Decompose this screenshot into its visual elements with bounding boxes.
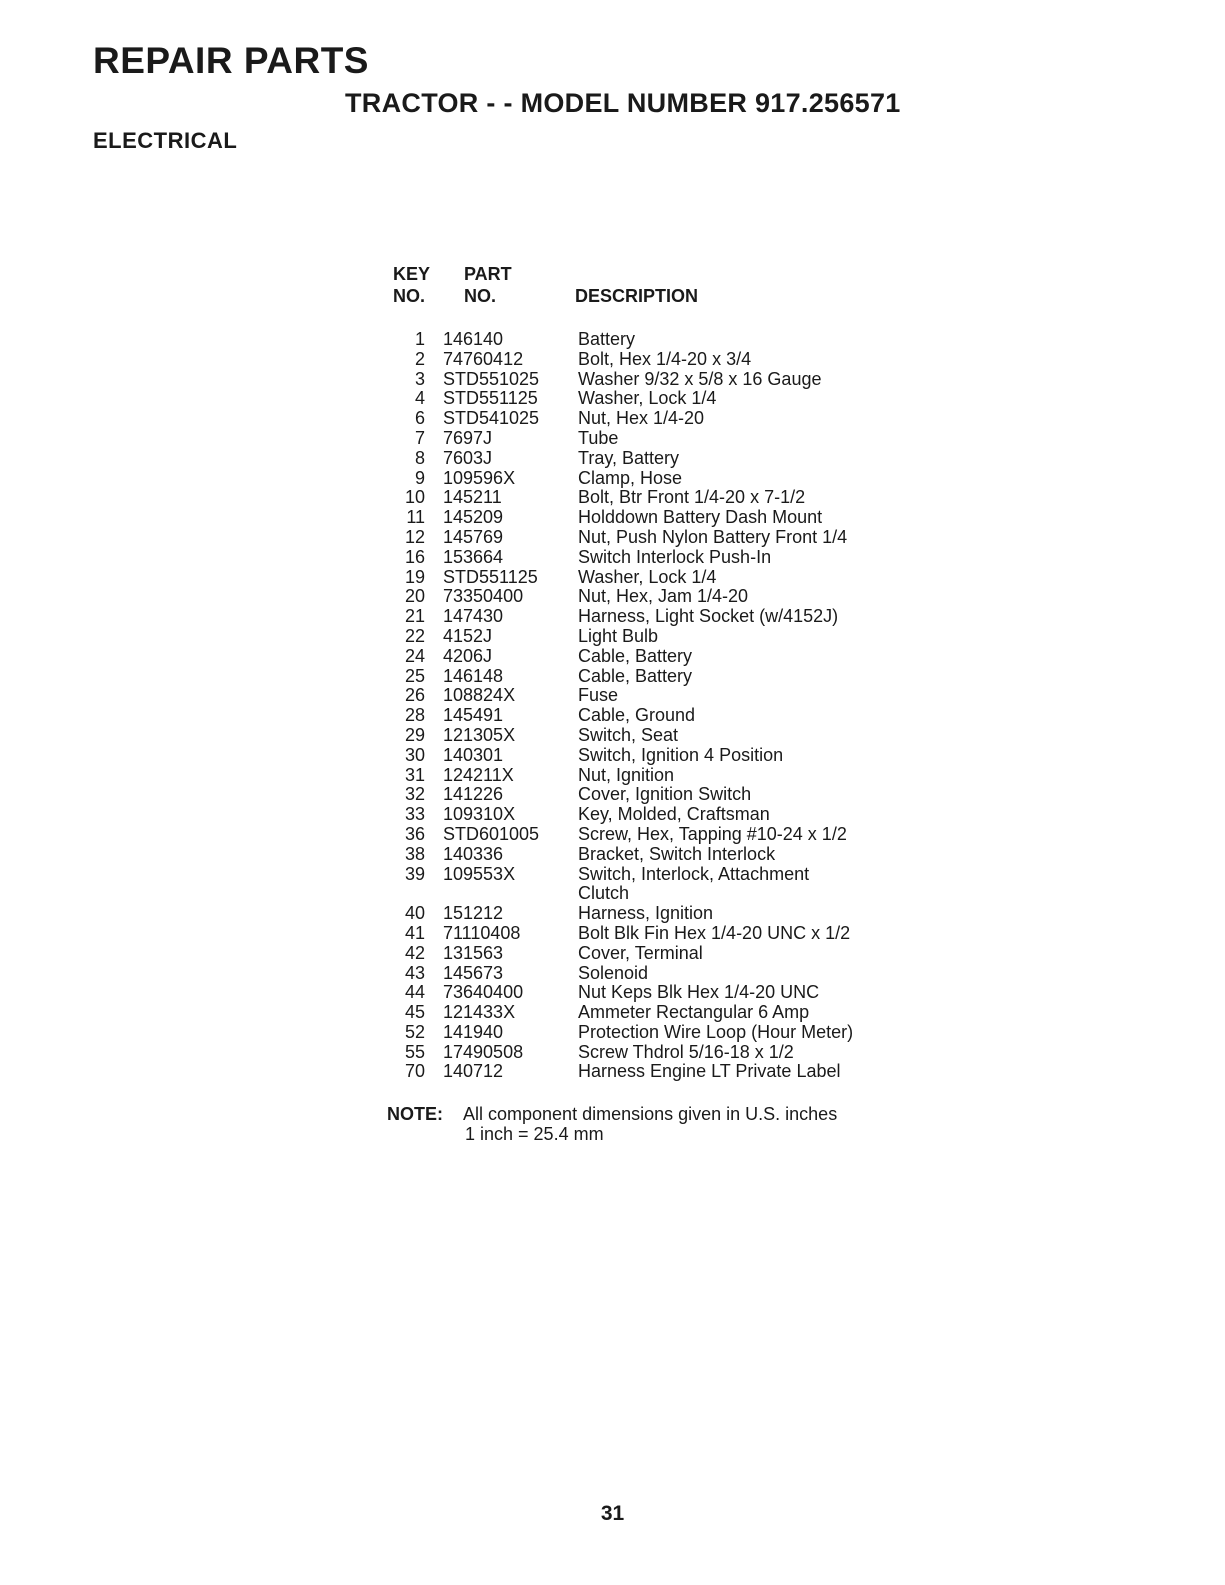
- parts-row: [393, 904, 853, 924]
- parts-row: [393, 983, 853, 1003]
- description-cell: Nut, Ignition: [578, 764, 675, 785]
- key-no-cell: 6: [414, 408, 425, 429]
- part-no-cell: 121305X: [443, 724, 516, 745]
- parts-row: [393, 1043, 853, 1063]
- parts-row: [393, 568, 853, 588]
- description-cell: Holddown Battery Dash Mount: [578, 507, 823, 528]
- description-cell: Switch, Interlock, Attachment: [578, 863, 810, 884]
- note-label: NOTE:: [387, 1104, 443, 1124]
- description-cell: Solenoid: [578, 962, 649, 983]
- description-cell: Harness, Light Socket (w/4152J): [578, 606, 839, 627]
- key-no-cell: 44: [404, 982, 425, 1003]
- part-no-cell: 146148: [443, 665, 504, 686]
- parts-row: [393, 706, 853, 726]
- key-no-cell: 7: [414, 427, 425, 448]
- description-cell: Screw, Hex, Tapping #10-24 x 1/2: [578, 823, 847, 844]
- description-cell: Bracket, Switch Interlock: [578, 843, 776, 864]
- description-cell: Ammeter Rectangular 6 Amp: [578, 1002, 810, 1023]
- parts-row: [393, 964, 853, 984]
- parts-row: [393, 469, 853, 489]
- description-cell: Harness, Ignition: [578, 903, 714, 924]
- part-no-cell: 140301: [443, 744, 504, 765]
- description-cell: Cover, Ignition Switch: [578, 784, 752, 805]
- description-cell: Clutch: [578, 883, 630, 904]
- key-header-line1: KEY: [393, 264, 431, 284]
- key-no-cell: 31: [404, 764, 425, 785]
- key-no-cell: 55: [404, 1041, 425, 1062]
- dimension-note: [387, 1104, 837, 1144]
- key-no-cell: 26: [404, 685, 425, 706]
- key-no-cell: 25: [404, 665, 425, 686]
- part-no-cell: 151212: [443, 903, 504, 924]
- key-no-cell: 24: [404, 645, 425, 666]
- key-no-cell: [393, 884, 425, 904]
- key-no-cell: 8: [414, 447, 425, 468]
- parts-row: [393, 805, 853, 825]
- description-cell: Washer 9/32 x 5/8 x 16 Gauge: [578, 368, 822, 389]
- key-no-cell: 11: [406, 507, 425, 528]
- key-no-cell: 38: [404, 843, 425, 864]
- parts-row: [393, 647, 853, 667]
- part-no-cell: 147430: [443, 606, 504, 627]
- part-no-cell: STD601005: [443, 823, 540, 844]
- description-cell: Harness Engine LT Private Label: [578, 1061, 841, 1082]
- description-cell: Nut, Hex, Jam 1/4-20: [578, 586, 749, 607]
- description-cell: Nut Keps Blk Hex 1/4-20 UNC: [578, 982, 820, 1003]
- part-no-cell: 4152J: [443, 625, 493, 646]
- description-cell: Bolt Blk Fin Hex 1/4-20 UNC x 1/2: [578, 922, 851, 943]
- parts-row: [393, 409, 853, 429]
- key-no-cell: 29: [404, 724, 425, 745]
- description-cell: Nut, Push Nylon Battery Front 1/4: [578, 526, 848, 547]
- description-cell: Cable, Ground: [578, 705, 696, 726]
- parts-list-body: [393, 330, 853, 1082]
- description-cell: Bolt, Hex 1/4-20 x 3/4: [578, 348, 752, 369]
- part-no-cell: 109596X: [443, 467, 516, 488]
- parts-row: [393, 825, 853, 845]
- parts-row: [393, 528, 853, 548]
- key-no-cell: 2: [414, 348, 425, 369]
- description-cell: Washer, Lock 1/4: [578, 566, 717, 587]
- part-no-cell: STD551025: [443, 368, 540, 389]
- key-no-cell: 45: [404, 1002, 425, 1023]
- key-no-cell: 70: [404, 1061, 425, 1082]
- part-no-cell: 73350400: [443, 586, 524, 607]
- description-cell: Cable, Battery: [578, 645, 693, 666]
- description-cell: Washer, Lock 1/4: [578, 388, 717, 409]
- key-no-cell: 30: [404, 744, 425, 765]
- key-no-cell: 3: [414, 368, 425, 389]
- parts-row: [393, 429, 853, 449]
- page-number: 31: [600, 1502, 625, 1525]
- section-heading: ELECTRICAL: [93, 128, 238, 153]
- part-no-cell: 145211: [443, 487, 502, 508]
- part-no-cell: 109310X: [443, 804, 516, 825]
- parts-row: [393, 330, 853, 350]
- key-header-line2: NO.: [393, 286, 426, 306]
- description-cell: Screw Thdrol 5/16-18 x 1/2: [578, 1041, 794, 1062]
- key-no-cell: 10: [404, 487, 425, 508]
- parts-row: [393, 488, 853, 508]
- key-no-cell: 42: [404, 942, 425, 963]
- part-no-cell: STD551125: [443, 388, 538, 409]
- part-no-cell: 153664: [443, 546, 504, 567]
- parts-row: [393, 766, 853, 786]
- part-no-cell: 7603J: [443, 447, 493, 468]
- key-no-cell: 36: [404, 823, 425, 844]
- parts-row: [393, 389, 853, 409]
- part-header-line1: PART: [464, 264, 512, 284]
- part-no-cell: 73640400: [443, 982, 524, 1003]
- key-no-cell: 33: [404, 804, 425, 825]
- model-number-heading: TRACTOR - - MODEL NUMBER 917.256571: [345, 88, 901, 118]
- part-no-cell: 74760412: [443, 348, 524, 369]
- parts-row: [393, 370, 853, 390]
- key-no-cell: 21: [404, 606, 425, 627]
- description-cell: Switch, Ignition 4 Position: [578, 744, 784, 765]
- key-no-cell: 16: [404, 546, 425, 567]
- key-no-cell: 40: [404, 903, 425, 924]
- parts-row: [393, 884, 853, 904]
- parts-row: [393, 1062, 853, 1082]
- part-no-cell: 145209: [443, 507, 504, 528]
- parts-row: [393, 667, 853, 687]
- description-cell: Fuse: [578, 685, 619, 706]
- description-cell: Tube: [578, 427, 619, 448]
- parts-list-table: [393, 330, 853, 1082]
- parts-row: [393, 924, 853, 944]
- part-no-cell: 124211X: [443, 764, 514, 785]
- part-no-cell: 131563: [443, 942, 504, 963]
- parts-row: [393, 746, 853, 766]
- key-no-cell: 12: [404, 526, 425, 547]
- parts-row: [393, 726, 853, 746]
- part-no-cell: 109553X: [443, 863, 516, 884]
- parts-column-headers: [393, 264, 953, 310]
- part-no-cell: 145673: [443, 962, 504, 983]
- part-no-cell: [425, 884, 578, 904]
- description-cell: Clamp, Hose: [578, 467, 683, 488]
- part-no-cell: 71110408: [443, 922, 521, 943]
- parts-row: [393, 1003, 853, 1023]
- part-no-cell: 121433X: [443, 1002, 516, 1023]
- part-no-cell: 145491: [443, 705, 504, 726]
- parts-row: [393, 1023, 853, 1043]
- key-no-cell: 20: [404, 586, 425, 607]
- description-cell: Bolt, Btr Front 1/4-20 x 7-1/2: [578, 487, 806, 508]
- part-no-cell: 145769: [443, 526, 504, 547]
- parts-row: [393, 607, 853, 627]
- parts-row: [393, 865, 853, 885]
- description-cell: Nut, Hex 1/4-20: [578, 408, 705, 429]
- parts-row: [393, 944, 853, 964]
- part-no-cell: 7697J: [443, 427, 493, 448]
- parts-row: [393, 508, 853, 528]
- part-no-cell: STD541025: [443, 408, 540, 429]
- description-cell: Switch Interlock Push-In: [578, 546, 772, 567]
- note-text-2: 1 inch = 25.4 mm: [465, 1124, 604, 1144]
- parts-row: [393, 686, 853, 706]
- part-no-cell: 140336: [443, 843, 504, 864]
- description-cell: Switch, Seat: [578, 724, 679, 745]
- description-cell: Protection Wire Loop (Hour Meter): [578, 1021, 854, 1042]
- key-no-cell: 4: [414, 388, 425, 409]
- key-no-cell: 28: [404, 705, 425, 726]
- description-cell: Key, Molded, Craftsman: [578, 804, 770, 825]
- part-no-cell: 146140: [443, 329, 504, 349]
- parts-row: [393, 449, 853, 469]
- description-cell: Cable, Battery: [578, 665, 693, 686]
- page-title: REPAIR PARTS: [93, 40, 369, 81]
- parts-row: [393, 350, 853, 370]
- parts-row: [393, 587, 853, 607]
- key-no-cell: 19: [404, 566, 425, 587]
- parts-row: [393, 785, 853, 805]
- part-no-cell: STD551125: [443, 566, 538, 587]
- description-cell: Battery: [578, 329, 636, 349]
- part-no-cell: 141940: [443, 1021, 504, 1042]
- key-no-cell: 52: [404, 1021, 425, 1042]
- key-no-cell: 32: [404, 784, 425, 805]
- description-cell: Tray, Battery: [578, 447, 680, 468]
- key-no-cell: 22: [404, 625, 425, 646]
- part-header-line2: NO.: [464, 286, 497, 306]
- key-no-cell: 39: [404, 863, 425, 884]
- note-text-1: All component dimensions given in U.S. inches: [463, 1104, 838, 1124]
- part-no-cell: 141226: [443, 784, 504, 805]
- key-no-cell: 43: [404, 962, 425, 983]
- description-header: DESCRIPTION: [575, 286, 699, 306]
- part-no-cell: 4206J: [443, 645, 493, 666]
- part-no-cell: 17490508: [443, 1041, 524, 1062]
- description-cell: Cover, Terminal: [578, 942, 703, 963]
- parts-row: [393, 548, 853, 568]
- key-no-cell: 9: [414, 467, 425, 488]
- description-cell: Light Bulb: [578, 625, 659, 646]
- part-no-cell: 140712: [443, 1061, 504, 1082]
- key-no-cell: 1: [414, 329, 425, 349]
- part-no-cell: 108824X: [443, 685, 516, 706]
- key-no-cell: 41: [404, 922, 425, 943]
- parts-row: [393, 627, 853, 647]
- parts-row: [393, 845, 853, 865]
- note-line-1: [387, 1104, 837, 1124]
